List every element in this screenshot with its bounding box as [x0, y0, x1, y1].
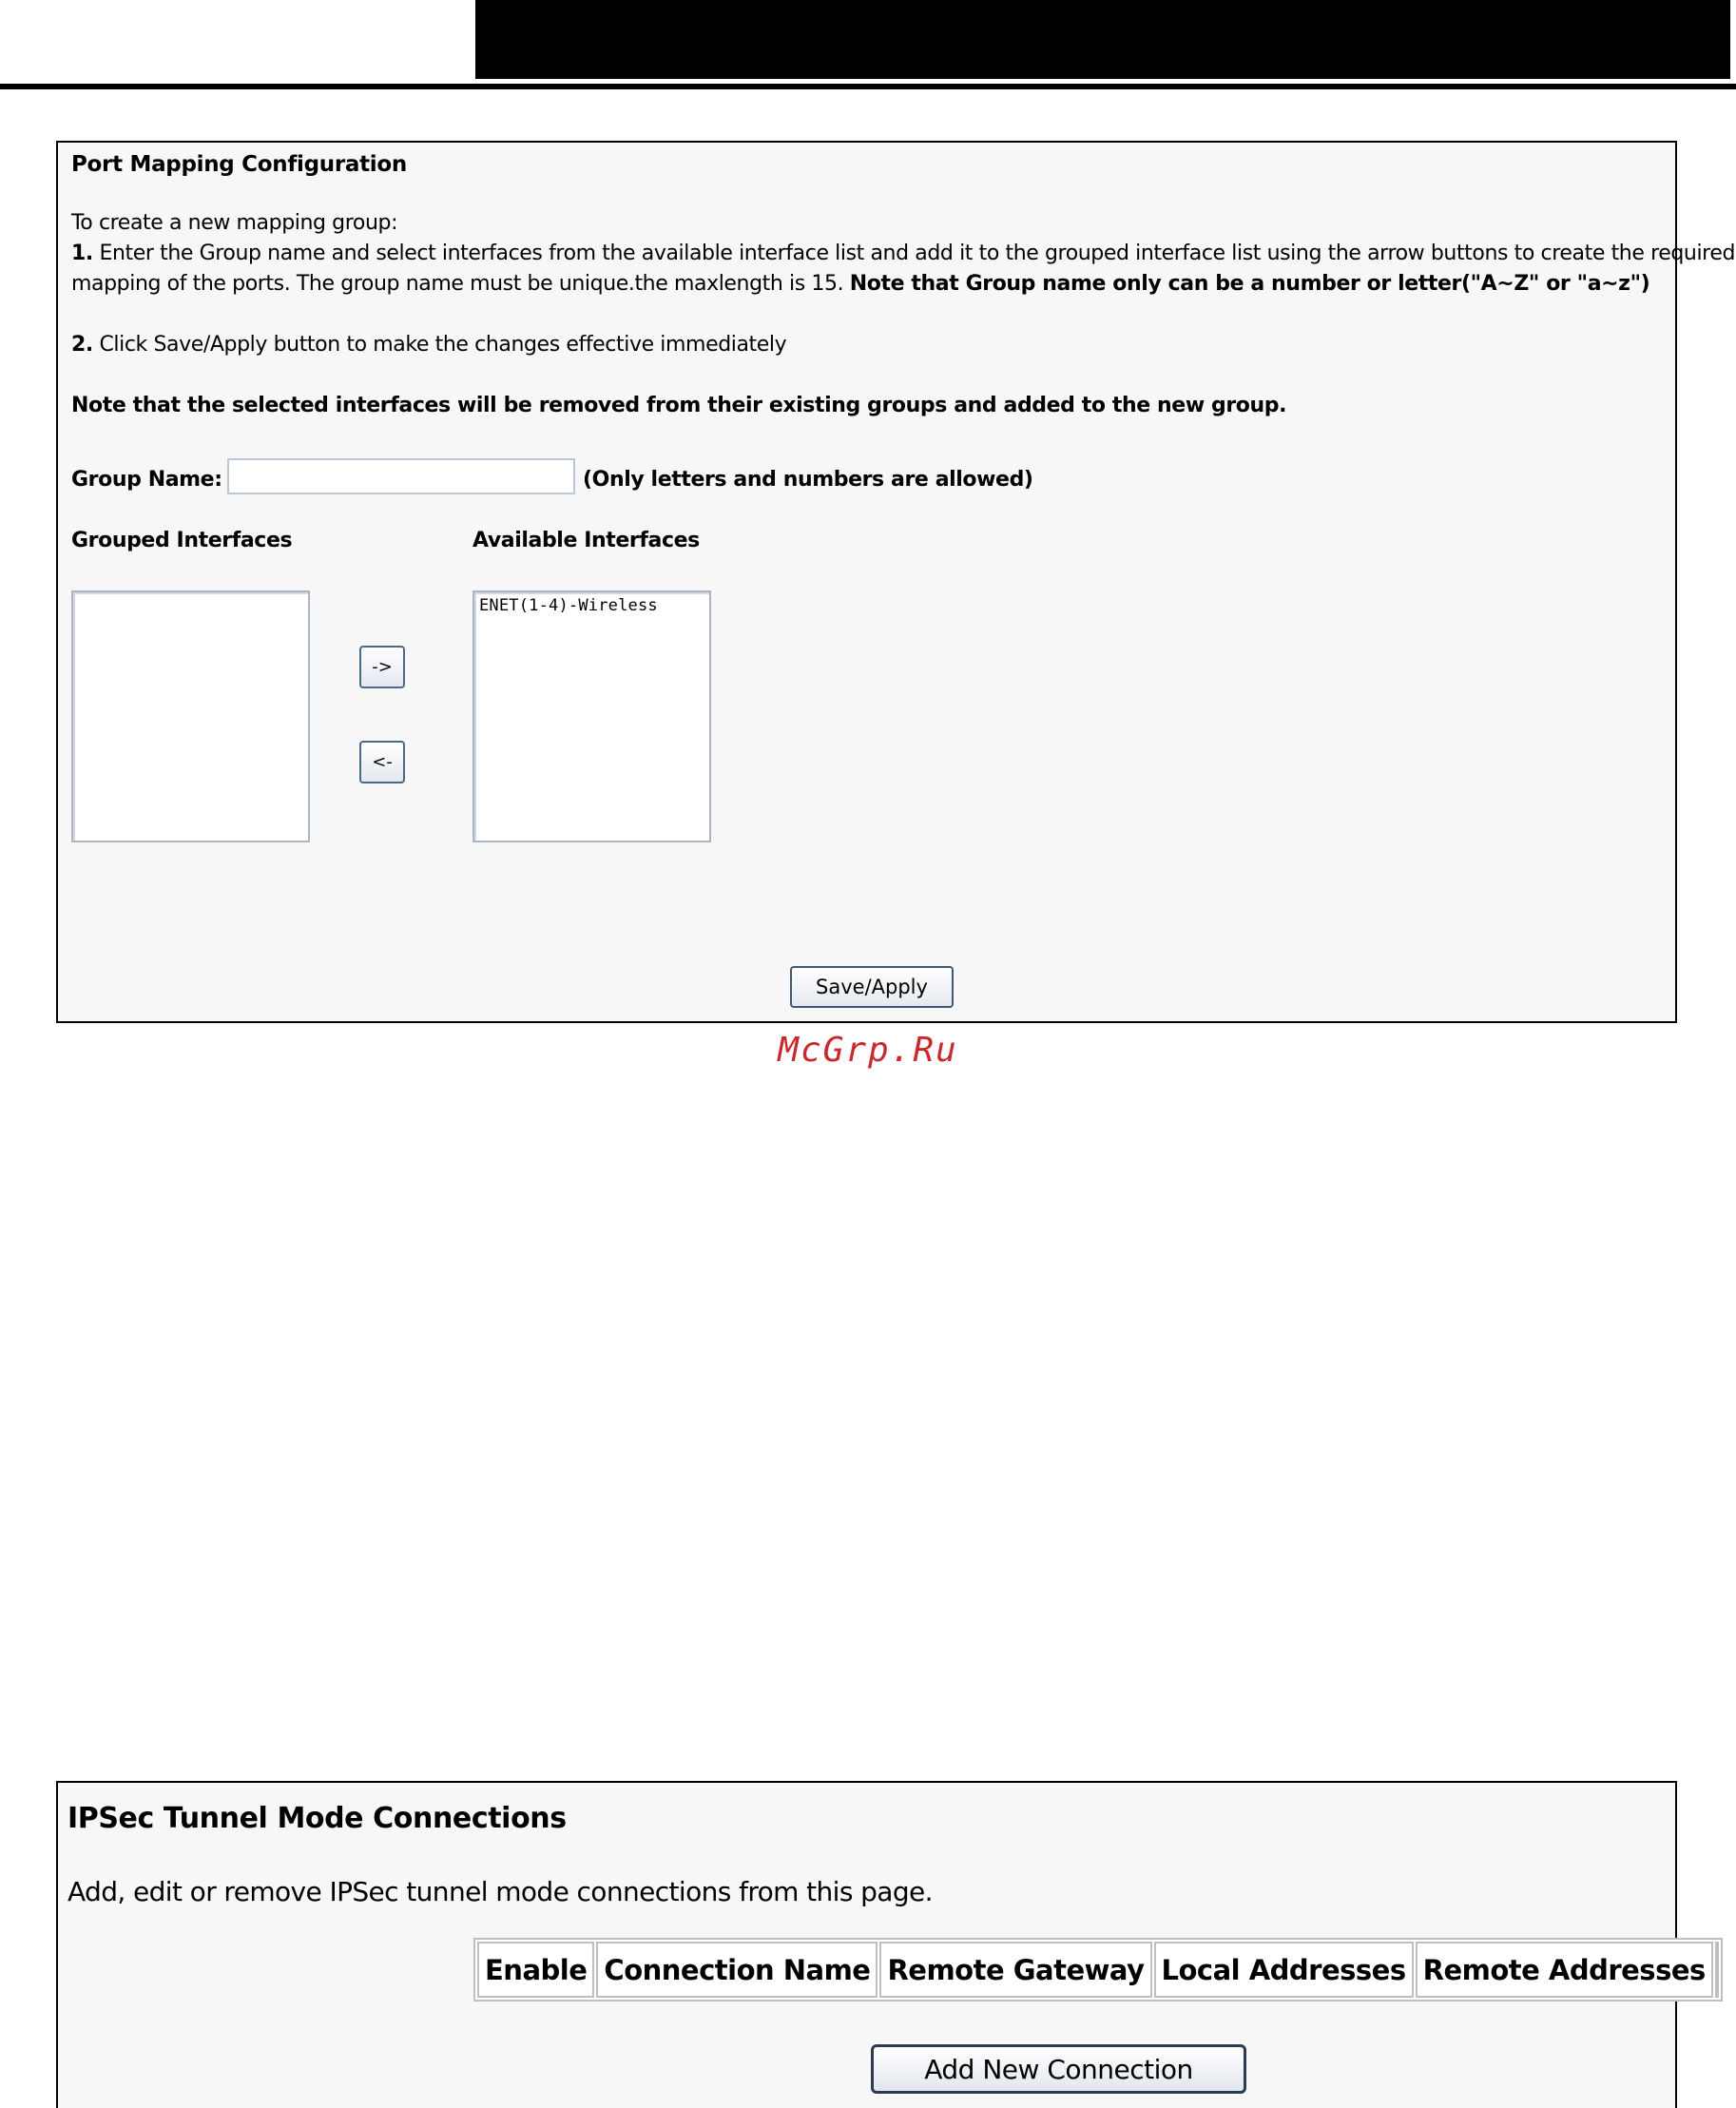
col-connection-name: Connection Name — [596, 1942, 878, 1998]
group-name-label: Group Name: — [71, 468, 222, 492]
step1-line1 — [71, 242, 1735, 265]
watermark-text: McGrp.Ru — [778, 1031, 958, 1070]
header-rule — [0, 84, 1736, 89]
table-header-row — [477, 1942, 1719, 1998]
available-interface-option[interactable]: ENET(1-4)-Wireless — [479, 596, 658, 615]
available-interfaces-label: Available Interfaces — [473, 529, 700, 552]
ipsec-title: IPSec Tunnel Mode Connections — [68, 1802, 567, 1835]
step2-text: Click Save/Apply button to make the changes effective immediately — [99, 333, 787, 357]
add-to-group-button[interactable]: -> — [359, 646, 405, 688]
remove-from-group-button[interactable]: <- — [359, 741, 405, 783]
col-local-addresses: Local Addresses — [1154, 1942, 1414, 1998]
grouped-interfaces-label: Grouped Interfaces — [71, 529, 293, 552]
group-name-input[interactable] — [227, 458, 575, 494]
warning-note: Note that the selected interfaces will be removed from their existing groups and added to the new group. — [71, 394, 1287, 417]
save-apply-button[interactable]: Save/Apply — [790, 966, 954, 1008]
group-name-note: Note that Group name only can be a number or letter("A~Z" or "a~z") — [849, 272, 1650, 296]
intro-text: To create a new mapping group: — [71, 211, 398, 235]
step1-number: 1. — [71, 242, 93, 265]
header-bar — [475, 0, 1730, 79]
ipsec-panel — [56, 1781, 1706, 2108]
step1-text: Enter the Group name and select interfaces from the available interface list and add it to the grouped interface list using the arrow buttons to create the required — [99, 242, 1736, 265]
ipsec-description: Add, edit or remove IPSec tunnel mode connections from this page. — [68, 1876, 933, 1907]
add-new-connection-button[interactable]: Add New Connection — [871, 2044, 1246, 2094]
grouped-interfaces-list[interactable] — [71, 590, 310, 842]
group-name-hint: (Only letters and numbers are allowed) — [583, 468, 1033, 492]
col-remote-gateway: Remote Gateway — [879, 1942, 1151, 1998]
step2-number: 2. — [71, 333, 93, 357]
col-enable: Enable — [477, 1942, 594, 1998]
step1-text-cont: mapping of the ports. The group name must be unique.the maxlength is 15. — [71, 272, 844, 296]
col-remove — [1715, 1942, 1719, 1998]
available-interfaces-list[interactable] — [473, 590, 711, 842]
panel-title: Port Mapping Configuration — [71, 152, 407, 177]
col-remote-addresses: Remote Addresses — [1416, 1942, 1713, 1998]
step2-line — [71, 333, 786, 357]
port-mapping-panel — [56, 141, 1736, 1023]
step1-line2 — [71, 272, 1649, 296]
ipsec-connections-table — [473, 1938, 1723, 2002]
